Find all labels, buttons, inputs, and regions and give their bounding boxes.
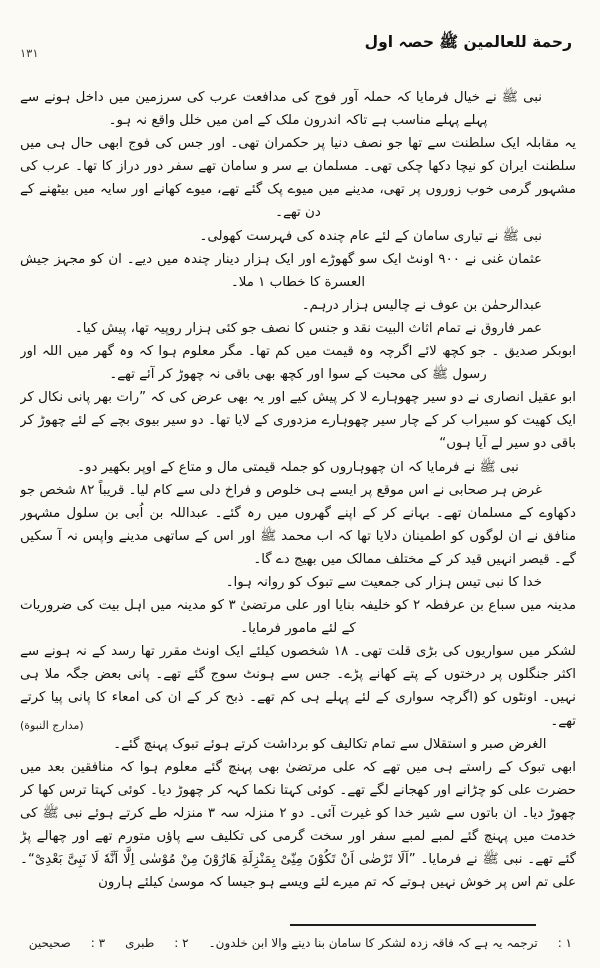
- footnote-separator: [290, 924, 536, 926]
- footnote-number: ۱ :: [557, 936, 572, 950]
- paragraph: یہ مقابلہ ایک سلطنت سے تھا جو نصف دنیا پر حکمران تھی۔ اور جس کی فوج ابھی حال ہی میں سلطنت ایران کو نیچا دکھا چکی تھی۔ مسلمان بے سر و سامان تھے سفر دور دراز کا تھا۔ عرب کی مشہور گرمی خوب زوروں پر تھی، مدینے میں میوے پک گئے تھے، میوے کھانے اور سایہ میں بیٹھنے کے دن تھے۔: [20, 136, 576, 221]
- footnote-number: ۲ :: [174, 936, 189, 950]
- paragraph: مدینہ میں سباع بن عرفطہ ۲ کو خلیفہ بنایا اور علی مرتضیٰ ۳ کو مدینہ میں اہل بیت کی ضروریات کے لئے مامور فرمایا۔: [20, 598, 576, 637]
- footnote: [209, 936, 572, 950]
- paragraph: ابوبکر صدیق ۔ جو کچھ لائے اگرچہ وہ قیمت میں کم تھا۔ مگر معلوم ہوا کہ وہ گھر میں اللہ اور رسول ﷺ کی محبت کے سوا اور کچھ بھی باقی نہ چھوڑ کر آئے تھے۔: [20, 344, 576, 383]
- page-number: ۱۳۱: [20, 46, 39, 60]
- footnote: [125, 936, 189, 950]
- paragraph: نبی ﷺ نے فرمایا کہ ان چھوہاروں کو جملہ قیمتی مال و متاع کے اوپر بکھیر دو۔: [77, 459, 519, 475]
- body-text: [20, 86, 576, 922]
- paragraph: نبی ﷺ نے تیاری سامان کے لئے عام چندہ کی فہرست کھولی۔: [199, 228, 542, 244]
- paragraph: عمر فاروق نے تمام اثاث البیت نقد و جنس کا نصف جو کئی ہزار روپیہ تھا، پیش کیا۔: [74, 320, 542, 336]
- footnote-number: ۳ :: [90, 936, 106, 950]
- paragraph: عبدالرحمٰن بن عوف نے چالیس ہزار درہم۔: [301, 297, 542, 313]
- footnote: [29, 936, 105, 950]
- running-header-title: رحمة للعالمين ﷺ حصہ اول: [364, 33, 572, 51]
- paragraph: نبی ﷺ نے خیال فرمایا کہ حملہ آور فوج کی مدافعت عرب کی سرزمین میں داخل ہونے سے پہلے پہلے مناسب ہے تاکہ اندرون ملک کے امن میں خلل واقع نہ ہو۔: [20, 90, 542, 129]
- paragraph: الغرض صبر و استقلال سے تمام تکالیف کو برداشت کرتے ہوئے تبوک پہنچ گئے۔: [113, 736, 547, 752]
- source-reference: (مدارج النبوة): [20, 718, 84, 732]
- footnote-text: ترجمہ یہ ہے کہ فاقہ زدہ لشکر کا سامان بنا دینے والا ابن خلدون۔: [208, 936, 538, 950]
- footnote-text: صحیحین: [28, 936, 71, 950]
- paragraph: خدا کا نبی تیس ہزار کی جمعیت سے تبوک کو روانہ ہوا۔: [225, 574, 542, 590]
- paragraph: لشکر میں سواریوں کی بڑی قلت تھی۔ ۱۸ شخصوں کیلئے ایک اونٹ مقرر تھا رسد کے نہ ہونے سے اکثر جنگلوں پر درختوں کے پتے کھانے پڑے۔ جس سے ہونٹ سوج گئے تھے۔ پانی بعض جگہ ملا ہی نہیں۔ اونٹوں کو (اگرچہ سواری کے لئے پہلے ہی کم تھے۔ ذبح کر کے ان کی امعاء کا پانی پیا کرتے تھے۔ (مدارج النبوة): [20, 640, 576, 732]
- paragraph: ابھی تبوک کے راستے ہی میں تھے کہ علی مرتضیٰ بھی پہنچ گئے معلوم ہوا کہ منافقین بعد میں حضرت علی کو چڑانے اور کھجانے لگے تھے۔ کوئی کہتا نکما کہہ کر چھوڑ دیا۔ کوئی کہتا ترس کھا کر چھوڑ دیا۔ ان باتوں سے شیر خدا کو غیرت آئی۔ دو ۲ منزلہ سہ ۳ منزلہ طے کرتے ہوئے نبی ﷺ کی خدمت میں پہنچ گئے لمبے لمبے سفر اور سخت گرمی کی تکلیف سے پاؤں متورم تھے اور چھالے پڑ گئے تھے۔ نبی ﷺ نے فرمایا۔ ”اَلَا تَرْضٰی اَنْ تَکُوْنَ مِنِّیْ بِمَنْزِلَةِ هَارُوْنَ مِنْ مُوْسٰی اِلَّا اَنَّهٗ لَا نَبِیَّ بَعْدِیْ“۔ علی تم اس پر خوش نہیں ہوتے کہ تم میرے لئے ویسے ہو جیسا کہ موسیٰ کیلئے ہارون: [20, 759, 576, 891]
- paragraph: غرض ہر صحابی نے اس موقع پر ایسے ہی خلوص و فراخ دلی سے کام لیا۔ قریباً ۸۲ شخص جو دکھاوے کے مسلمان تھے۔ بہانے کر کے اپنے گھروں میں رہ گئے۔ عبداللہ بن اُبی بن سلول مشہور منافق نے ان لوگوں کو اطمینان دلایا تھا کہ اب محمد ﷺ اور اس کے ساتھی مدینے واپس نہ آ سکیں گے۔ قیصر انہیں قید کر کے مختلف ممالک میں بھیج دے گا۔: [20, 482, 576, 567]
- paragraph: عثمان غنی نے ۹۰۰ اونٹ ایک سو گھوڑے اور ایک ہزار دینار چندہ میں دیے۔ ان کو مجہز جیش العسرة کا خطاب ۱ ملا۔: [20, 251, 542, 290]
- paragraph: ابو عقیل انصاری نے دو سیر چھوہارے لا کر پیش کیے اور یہ بھی عرض کی کہ ”رات بھر پانی نکال کر ایک کھیت کو سیراب کر کے چار سیر چھوہارے مزدوری کے لایا تھا۔ دو سیر بیوی بچے کے لئے چھوڑ کر باقی دو سیر لے آیا ہوں“: [20, 390, 576, 452]
- footnotes-row: [12, 936, 572, 950]
- footnote-text: طبری: [125, 936, 155, 950]
